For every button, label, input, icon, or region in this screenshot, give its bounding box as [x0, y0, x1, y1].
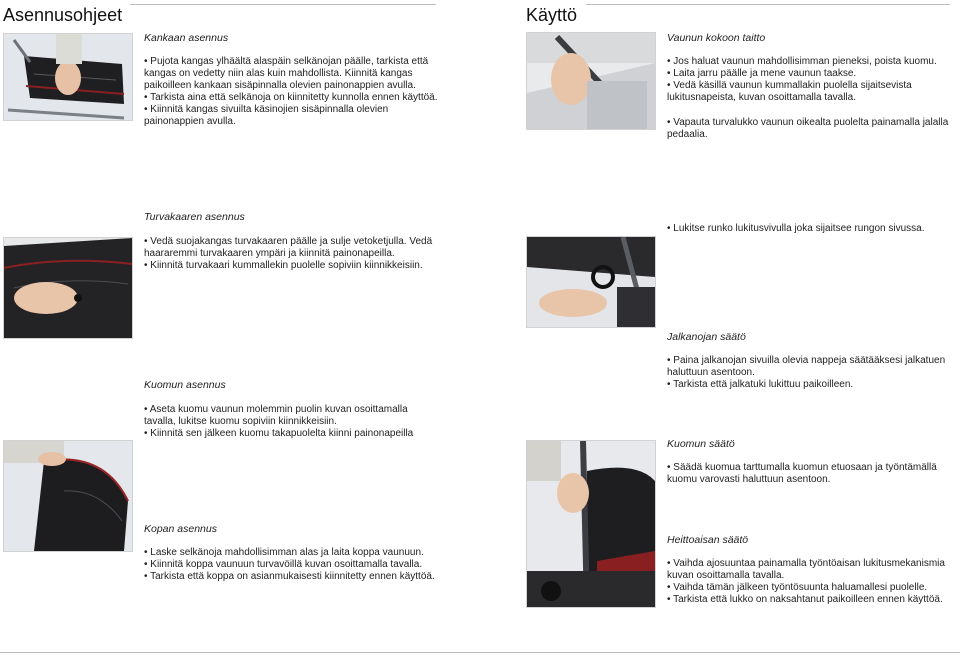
section-title-folding: Vaunun kokoon taitto — [667, 32, 766, 44]
safety-bar-photo — [3, 237, 133, 339]
section-title-safety-bar: Turvakaaren asennus — [144, 211, 245, 223]
handle-instructions — [667, 558, 955, 606]
list-item: • Pujota kangas ylhäältä alaspäin selkänojan päälle, tarkista että kangas on vedetty niin alas kuin mahdollista. Kiinnitä kangas paikoilleen kankaan sisäpinnalla olevien painonappien avulla. — [144, 56, 440, 92]
fabric-installation-photo — [3, 33, 133, 121]
footrest-photo — [526, 236, 656, 328]
section-title-hood-adjust: Kuomun säätö — [667, 438, 735, 450]
lock-instruction — [667, 223, 955, 235]
list-item: • Tarkista että lukko on naksahtanut paikoilleen ennen käyttöä. — [667, 594, 955, 606]
page-heading-installation: Asennusohjeet — [3, 5, 123, 25]
hood-adjust-instructions — [667, 462, 955, 486]
folding-instructions — [667, 56, 955, 141]
list-item: • Vedä suojakangas turvakaaren päälle ja sulje vetoketjulla. Vedä haararemmi turvakaaren ympäri ja kiinnitä painonapeilla. — [144, 236, 440, 260]
fabric-instructions — [144, 56, 440, 128]
list-item: • Vaihda tämän jälkeen työntösuunta haluamallesi puolelle. — [667, 582, 955, 594]
list-item: • Kiinnitä kangas sivuilta käsinojien sisäpinnalla olevien painonappien avulla. — [144, 104, 440, 128]
list-item: • Aseta kuomu vaunun molemmin puolin kuvan osoittamalla tavalla, lukitse kuomu sopiviin kiinnikkeisiin. — [144, 404, 434, 428]
bottom-rule — [0, 652, 960, 653]
list-item: • Laita jarru päälle ja mene vaunun taakse. — [667, 68, 955, 80]
hood-adjust-photo — [526, 440, 656, 608]
section-title-fabric: Kankaan asennus — [144, 32, 229, 44]
list-item: • Tarkista että jalkatuki lukittuu paikoilleen. — [667, 379, 955, 391]
carrycot-instructions — [144, 547, 440, 583]
list-item: • Tarkista että koppa on asianmukaisesti kiinnitetty ennen käyttöä. — [144, 571, 440, 583]
list-item: • Vapauta turvalukko vaunun oikealta puolelta painamalla jalalla pedaalia. — [667, 117, 955, 141]
list-item: • Vedä käsillä vaunun kummallakin puolella sijaitsevista lukitusnapeista, kuvan osoittamalla tavalla. — [667, 80, 955, 104]
heading-rule-right — [586, 4, 950, 5]
heading-rule-left — [130, 4, 436, 5]
list-item: • Kiinnitä turvakaari kummallekin puolelle sopiviin kiinnikkeisiin. — [144, 260, 440, 272]
list-item: • Vaihda ajosuuntaa painamalla työntöaisan lukitusmekanismia kuvan osoittamalla tavalla. — [667, 558, 955, 582]
safety-bar-instructions — [144, 236, 440, 272]
list-item: • Kiinnitä sen jälkeen kuomu takapuolelta kiinni painonapeilla — [144, 428, 434, 440]
list-item: • Jos haluat vaunun mahdollisimman pieneksi, poista kuomu. — [667, 56, 955, 68]
list-item: • Säädä kuomua tarttumalla kuomun etuosaan ja työntämällä kuomu varovasti haluttuun asentoon. — [667, 462, 955, 486]
page-heading-usage: Käyttö — [526, 5, 578, 25]
list-item: • Tarkista aina että selkänoja on kiinnitetty kunnolla ennen käyttöä. — [144, 92, 440, 104]
list-item: • Lukitse runko lukitusvivulla joka sijaitsee rungon sivussa. — [667, 223, 955, 235]
hood-installation-instructions — [144, 404, 434, 440]
list-item: • Laske selkänoja mahdollisimman alas ja laita koppa vaunuun. — [144, 547, 440, 559]
list-item: • Kiinnitä koppa vaunuun turvavöillä kuvan osoittamalla tavalla. — [144, 559, 440, 571]
section-title-footrest: Jalkanojan säätö — [667, 331, 746, 343]
footrest-instructions — [667, 355, 955, 391]
section-title-handle: Heittoaisan säätö — [667, 534, 749, 546]
section-title-carrycot: Kopan asennus — [144, 523, 217, 535]
section-title-hood-installation: Kuomun asennus — [144, 379, 226, 391]
hood-installation-photo — [3, 440, 133, 552]
folding-photo — [526, 32, 656, 130]
list-item: • Paina jalkanojan sivuilla olevia nappeja säätääksesi jalkatuen haluttuun asentoon. — [667, 355, 955, 379]
